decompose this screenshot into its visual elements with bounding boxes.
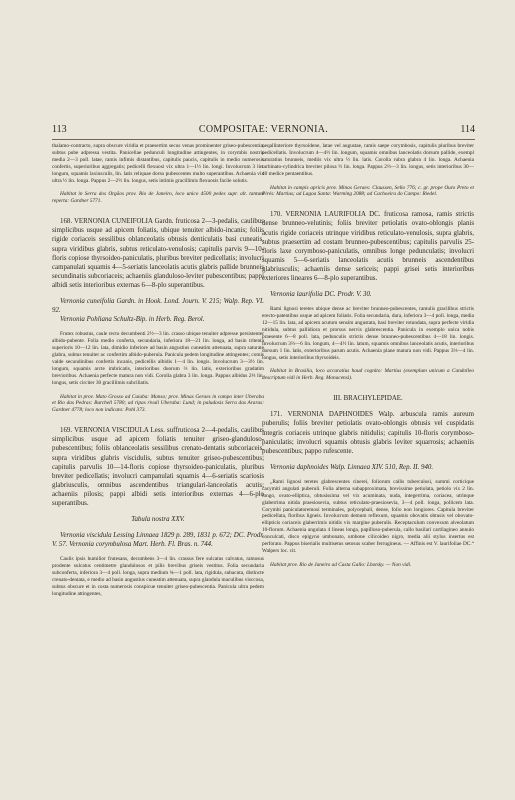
species-169-habitat: Habitat in campis apricis prov. Minas Geraes: Claussen, Sello 776; c. gr. prope Ouro Preto et Pirés: Martius; ad Lagoa Santa: Warming 2088; ad Cachoeira do Campo: Riedel. [262, 184, 474, 198]
species-171-synonym: Vernonia daphnoides Walp. Linnaea XIV. 510, Rep. II. 940. [270, 463, 434, 471]
species-171-diagnosis: 171. VERNONIA DAPHNOIDES Walp. arbuscula ramis aureum puberulis; foliis breviter petiolatis ovato-oblongis obtusis vel cuspidatis integris coriaceis utrinque glabris nitidulis; capitulis 10-floris corymboso-paniculatis; involucri squamis obtusis glabris leviter squarrosis; achaeniis pubescentibus; pappo rufescente. [262, 411, 474, 455]
right-column [262, 143, 474, 569]
species-168-description: Frutex robustus, caule recto decumbenti 2½—3 lin. crasso ubique tenuiter adpresse persistenter albido-pubente. Folia medio conferta, secundaria, inferiora 18—21 lin. longa, ad basin tritenta superioris 10—12 lin. lata, dimidio inferiore ad basin angustius cuneatim attenuata, supra saturate glabra, subtus tenuiter ac confertim albido-puberula. Panicula pedem longitudine attingentes; comis valde secundinibus confertis incanis, pedicellis albidis 1—4 lin. longis. Involucrum 3—3½ lin. longum, squamis arcte imbricatis, interioribus duorum ⅔ lin. latis, exterioribus gradatim brevioribus. Achaenia perfecte matura non vidi. Corolla glabra 3 lin. longa. Pappus albidus 2⅓ lin. longus, setis circiter 30 gracillimis subciliatis. [52, 331, 264, 386]
species-170-diagnosis: 170. VERNONIA LAURIFOLIA DC. fruticosa ramosa, ramis strictis dense brunneo-velutinis; foliis breviter petiolatis ovato-oblongis planis acutis rigide coriaceis utrinque viridibus reticulato-venulosis, supra glabris, subtus praesertim ad costam brunneo-pubescentibus; capitulis parvulis 25-floris laxe corymboso-paniculatis, omnibus longe pedunculatis; involucri squamis 5—6-seriatis lanceolatis acutis brunneis ascendentibus glabriusculis; achaeniis dense sericeis; pappi grisei setis interioribus exteriores lineares 6—8-plo superantibus. [262, 211, 474, 282]
continued-description-right: neqallinteriore thyrsoidene, latae vel augustae, ramis saepe corymbosis, capitulis pluribus breviter pedicellatis. Involucrum 4—4½ lin. longum, squamis omnibus lanceolatis dorsum pallide, exempl saturatius brunneis, mediis vix ultra ½ lin. latis. Corolla rubra glabra 4 lin. longa. Achaenia turbinato-cylindrica breviter pilosa ½ lin. longa. Pappus 2⅔—3 lin. longus, setis interioribus 30—40 medice pentaentibus. [262, 143, 474, 177]
left-column [52, 143, 264, 598]
section-heading: III. BRACHYLEPIDAE. [333, 395, 403, 403]
right-page-number: 114 [460, 124, 475, 135]
species-170-synonym: Vernonia laurifolia DC. Prodr. V. 30. [270, 291, 372, 299]
species-169-diagnosis: 169. VERNONIA VISCIDULA Less. suffruticosa 2—4-pedalis, caulibus simplicibus usque ad apicem foliatis tenuiter griseo-glanduloso-pubescentibus; foliis oblanceolatis sessilibus crenato-dentatis subcoriaceis, supra viridibus glabris viscidulis, subtus tenuiter griseo-pubescentibus; capitulis parvulis 10—14-floris copiose thyrsoideo-paniculatis, pluribus breviter pedicellatis; involucri campanulati squamis 4—6-seriatis scariosis glabriusculis, omnibus ascendentibus triangulari-lanceolatis acutis; achaeniis pilosis; pappi albidi setis interioribus externas 4—6-plo superantibus. [52, 427, 264, 507]
species-169-description: Caulis ipsis humilior frutesans, decumbens 3—4 lin. crassus fere sulcatus calvatus, ramosus prodente sulcatus centimetre glandulosos et pilis brevibus griseis vestitus. Folia secundaria subconferta, inferiora 3—4 poll. longa, supra medium ¾—1 poll. lata, rigidula, subacuta, distincte crenato-dentata, e medio ad basin angustius cuneatim attenuata, supra glandula maculibus visccosa, subtus obscure et in costa numerosis conspicue tenuiter griseo-pubescentia. Panicula ultra pedem longitudine attingentes, [52, 556, 264, 597]
continued-description: thalamo-contracto, supra obscure viridia et praesertim secus venas prominenter griseo-pubescentia, subtus pube adpressa vestita. Panicellae pedunculi longitudine attingentes, in corymbis nostris media 2—3 poll. latae, ramis infimis distantibus, capitulis paucis, capitulis in medio numerosis confertis, superioribus aggregatis; pedicelli flexuosi vix ultra 1—1½ lin. longi. Involucrum 3 lin. longum, squamis laxiusculis, lin. latis reliquae dorso pubescentes multo superantibus. Achaenia vix ultra ½ lin. longa. Pappus 2—2½ lin. longus, setis intimis gracillimis flexuosis facile solutis. [52, 143, 264, 184]
species-168-habitat: Habitat in prov. Mato Grosso ad Cuiaba: Manso; prov. Minas Geraes in campo inter Uberaba et Rio das Pedras: Burchell 5780; ad ripas rivuli Uberaba: Lund; in paludosis Serra das Araras: Gardner 4778; loco non indicato: Pohl 373. [52, 393, 264, 414]
species-171-description: „Rami lignosi teretes glabrescentes cinerei, foliorum callis tuberculosi, summi corticique cacymiti angulati puberuli. Folia alterna subapproximata, brevissime petiolata, petiolo vix 2 lin. longo, ovato-elliptica, obtusissima vel vix acuminata, nuda, integerrima, coriacea, utrinque glaberrima nitida praesiosevia, subtus reticulato-praesiosevia, 3—4 poll. longa, pollicem lata. Corymbi paniculatoremosi terminales, polycephali, dense, folio non longiores. Capitula breviter pedicellata, floribus ligneis. Involucrum demum reflexum, squamis obovatis obtusis vel obovato-ellipticis coriaceis glaberrimis nitidis vix margine puberulis. Receptaculum convexum alveolatum 10-florum. Achaenia angulata 4 lineas longa, papilloso-puberula, callo basilari cartilagineo annulo conculcati, disco epigyno umbonato, umbone cilicoideo nigro, media alii stylus insertus est perforato. Pappus biserialis multisetus setosus scaber ferrugineus. — Affinis est V. laurifoliae DC.“ Walpers loc. cit. [262, 478, 474, 554]
species-170-habitat: Habitat in Brasilia, loco accuratius haud cognito: Martius (exemplum unicum a Candolleo descriptum vidi in Herb. Reg. Monacensi). [262, 368, 474, 382]
species-168-diagnosis: 168. VERNONIA CUNEIFOLIA Gardn. fruticosa 2—3-pedalis, caulibus simplicibus usque ad apicem foliatis, ubique tenuiter albido-incanis; foliis rigide coriaceis sessilibus oblanceolatis obtusis denticulatis basi cuneatis, supra viridibus glabris, subtus reticulato-venulosis; capitulis parvis 9—10-floris copiose thyrsoideo-paniculatis, pluribus breviter pedicellatis; involucri campanulati squamis 4—5-seriatis lanceolatis acutis glabris pallide brunneis secundinatis subcoriaceis; achaeniis glanduloso-leviter pubescentibus; pappi albidi setis interioribus externas 6—8-plo superantibus. [52, 218, 264, 289]
header-rule [52, 139, 475, 140]
species-171-habitat: Habitat prov. Rio de Janeiro ad Casta Gallo: Lhotsky. — Non vidi. [270, 561, 412, 568]
habitat-note: Habitat in Serra dos Orgãos prov. Rio de Janeiro, loco unico 4500 pedes supr. alt. tantum reperta: Gardner 5771. [52, 191, 264, 205]
species-168-synonym: Vernonia cuneifolia Gardn. in Hook. Lond. Journ. V. 215; Walp. Rep. VI. 92. [52, 298, 264, 315]
running-title: COMPOSITAE: VERNONIA. [198, 124, 329, 135]
left-page-number: 113 [52, 124, 67, 135]
page-header [52, 124, 475, 138]
species-170-description: Rami lignosi teretes ubique dense ac breviter brunneo-pubescentes, ramulis gracilibus strictis erecto-patentibus usque ad apicem foliatis. Folia secundaria, dura, inferiora 3—4 poll. longa, media 12—15 lin. lata, ad apicem acutum sensim angustata, basi breviter rotundata, supra perfecte viridia nitidula, subtus pallidiora et prorsus nervis glabrescentia. Panicula in exemplo unica nobis praesente 6—8 poll. lata, pedunculis strictis dense brunneo-pubescentibus 4—18 lin. longis. Involucrum 3⅔—6 lin. longum, 4—4½ lin. latum, squamis omnibus lanceolatis acutis, interioribus dorsum 1 lin. latis, exterioribus parum acutis. Achaenia plane matura non vidi. Pappus 3⅔—4 lin. longus, setis interioribus thyrsoideis. [262, 306, 474, 361]
species-168-synonym-2: Vernonia Pohliana Schultz-Bip. in Herb. Reg. Berol. [60, 316, 205, 324]
species-169-synonym: Vernonia viscidula Lessing Linnaea 1829 p. 289, 1831 p. 672; DC. Prodr. V. 57. Vernonia corymbulosa Mart. Herb. Fl. Bras. n. 744. [52, 532, 264, 549]
plate-reference: Tabula nostra XXV. [131, 516, 185, 524]
